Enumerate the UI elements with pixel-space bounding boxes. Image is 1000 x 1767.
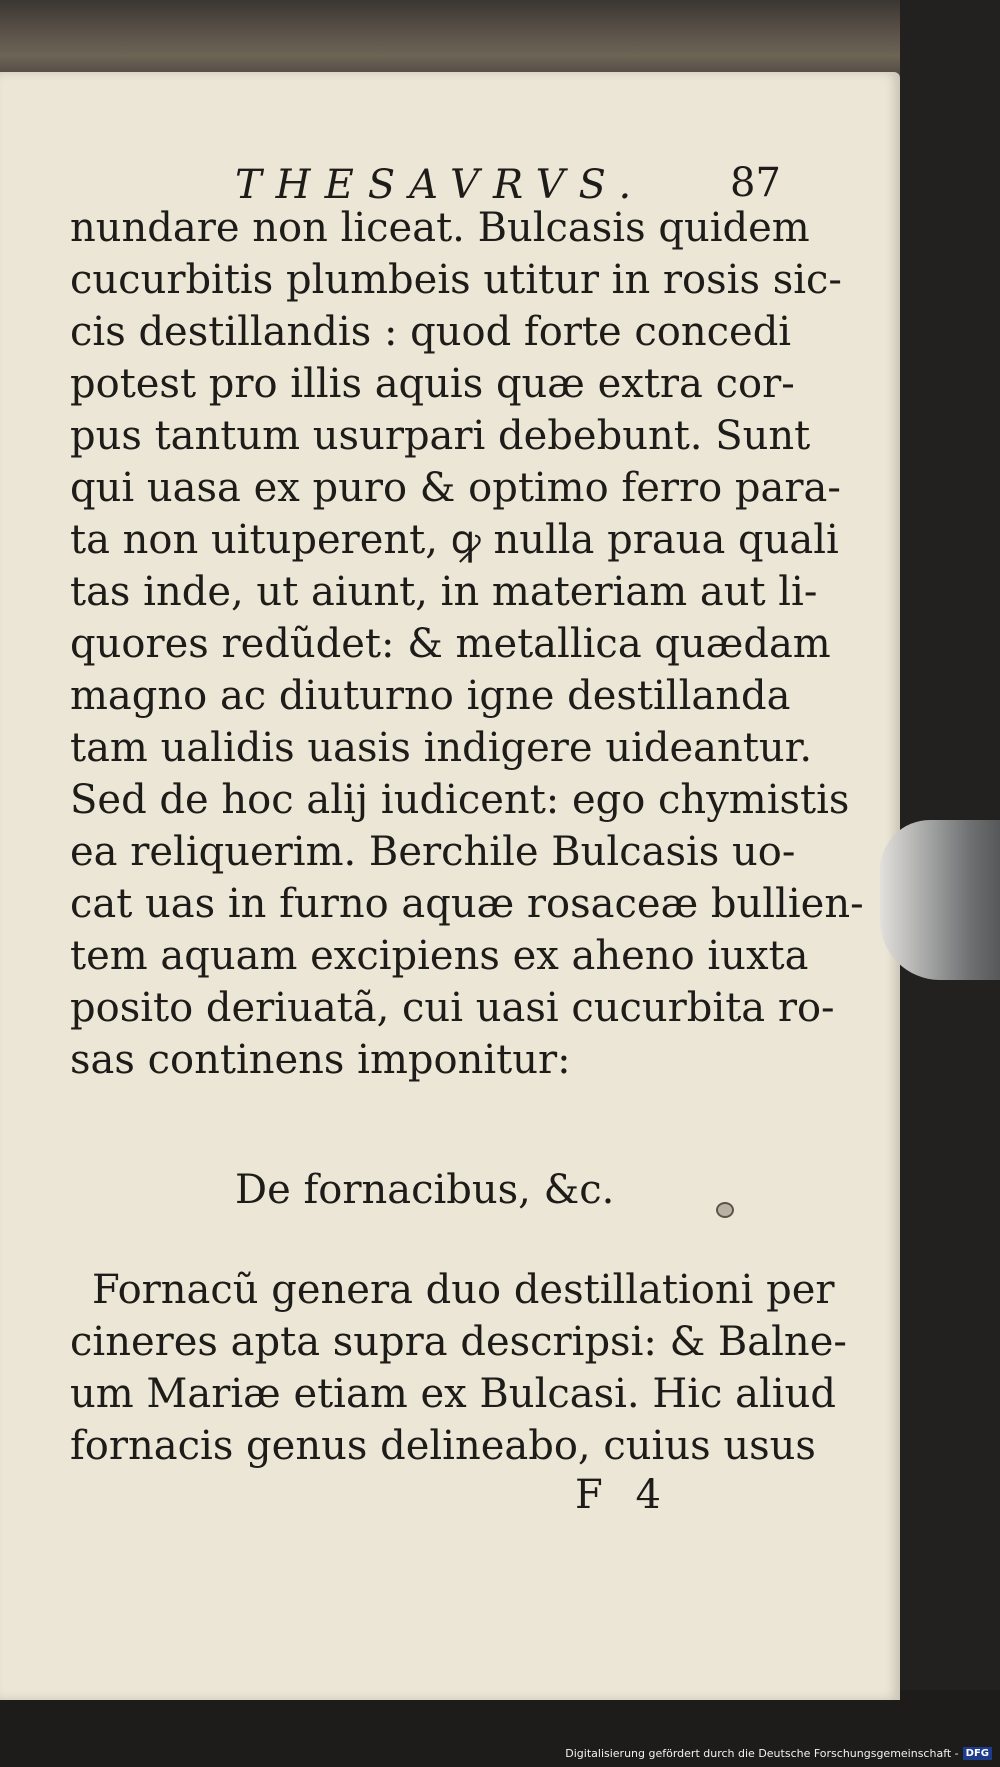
text-line: um Mariæ etiam ex Bulcasi. Hic aliud [70,1371,836,1417]
body-text [70,202,864,1086]
book-page [0,72,900,1700]
text-line: cucurbitis plumbeis utitur in rosis sic- [70,257,842,303]
text-line: tem aquam excipiens ex aheno iuxta [70,933,809,979]
text-line: qui uasa ex puro & optimo ferro para- [70,465,841,511]
digitization-credit [565,1747,992,1760]
running-title: THESAVRVS. [235,162,646,208]
text-line: Sed de hoc alij iudicent: ego chymistis [70,777,850,823]
text-line: sas continens imponitur: [70,1037,571,1083]
text-line: tas inde, ut aiunt, in materiam aut li- [70,569,818,615]
text-line: quores redũdet: & metallica quædam [70,621,831,667]
text-line: nundare non liceat. Bulcasis quidem [70,205,810,251]
text-line: ea reliquerim. Berchile Bulcasis uo- [70,829,796,875]
text-line: Fornacũ genera duo destillationi per [92,1267,835,1313]
ink-dot [716,1202,734,1218]
scan-background-top [0,0,1000,80]
page-number: 87 [730,160,781,206]
section-heading: De fornacibus, &c. [235,1167,615,1213]
text-line: ta non uituperent, ꝙ nulla praua quali [70,517,839,563]
text-line: cineres apta supra descripsi: & Balne- [70,1319,847,1365]
text-line: cis destillandis : quod forte concedi [70,309,792,355]
dfg-logo: DFG [963,1747,992,1760]
signature-mark: F 4 [575,1472,661,1518]
credit-text: Digitalisierung gefördert durch die Deutsche Forschungsgemeinschaft - [565,1747,959,1760]
text-line: pus tantum usurpari debebunt. Sunt [70,413,811,459]
second-paragraph [70,1264,847,1472]
text-line: posito deriuatã, cui uasi cucurbita ro- [70,985,835,1031]
scanner-thumb [880,820,1000,980]
text-line: potest pro illis aquis quæ extra cor- [70,361,795,407]
text-line: tam ualidis uasis indigere uideantur. [70,725,813,771]
text-line: cat uas in furno aquæ rosaceæ bullien- [70,881,864,927]
text-line: fornacis genus delineabo, cuius usus [70,1423,816,1469]
text-line: magno ac diuturno igne destillanda [70,673,791,719]
